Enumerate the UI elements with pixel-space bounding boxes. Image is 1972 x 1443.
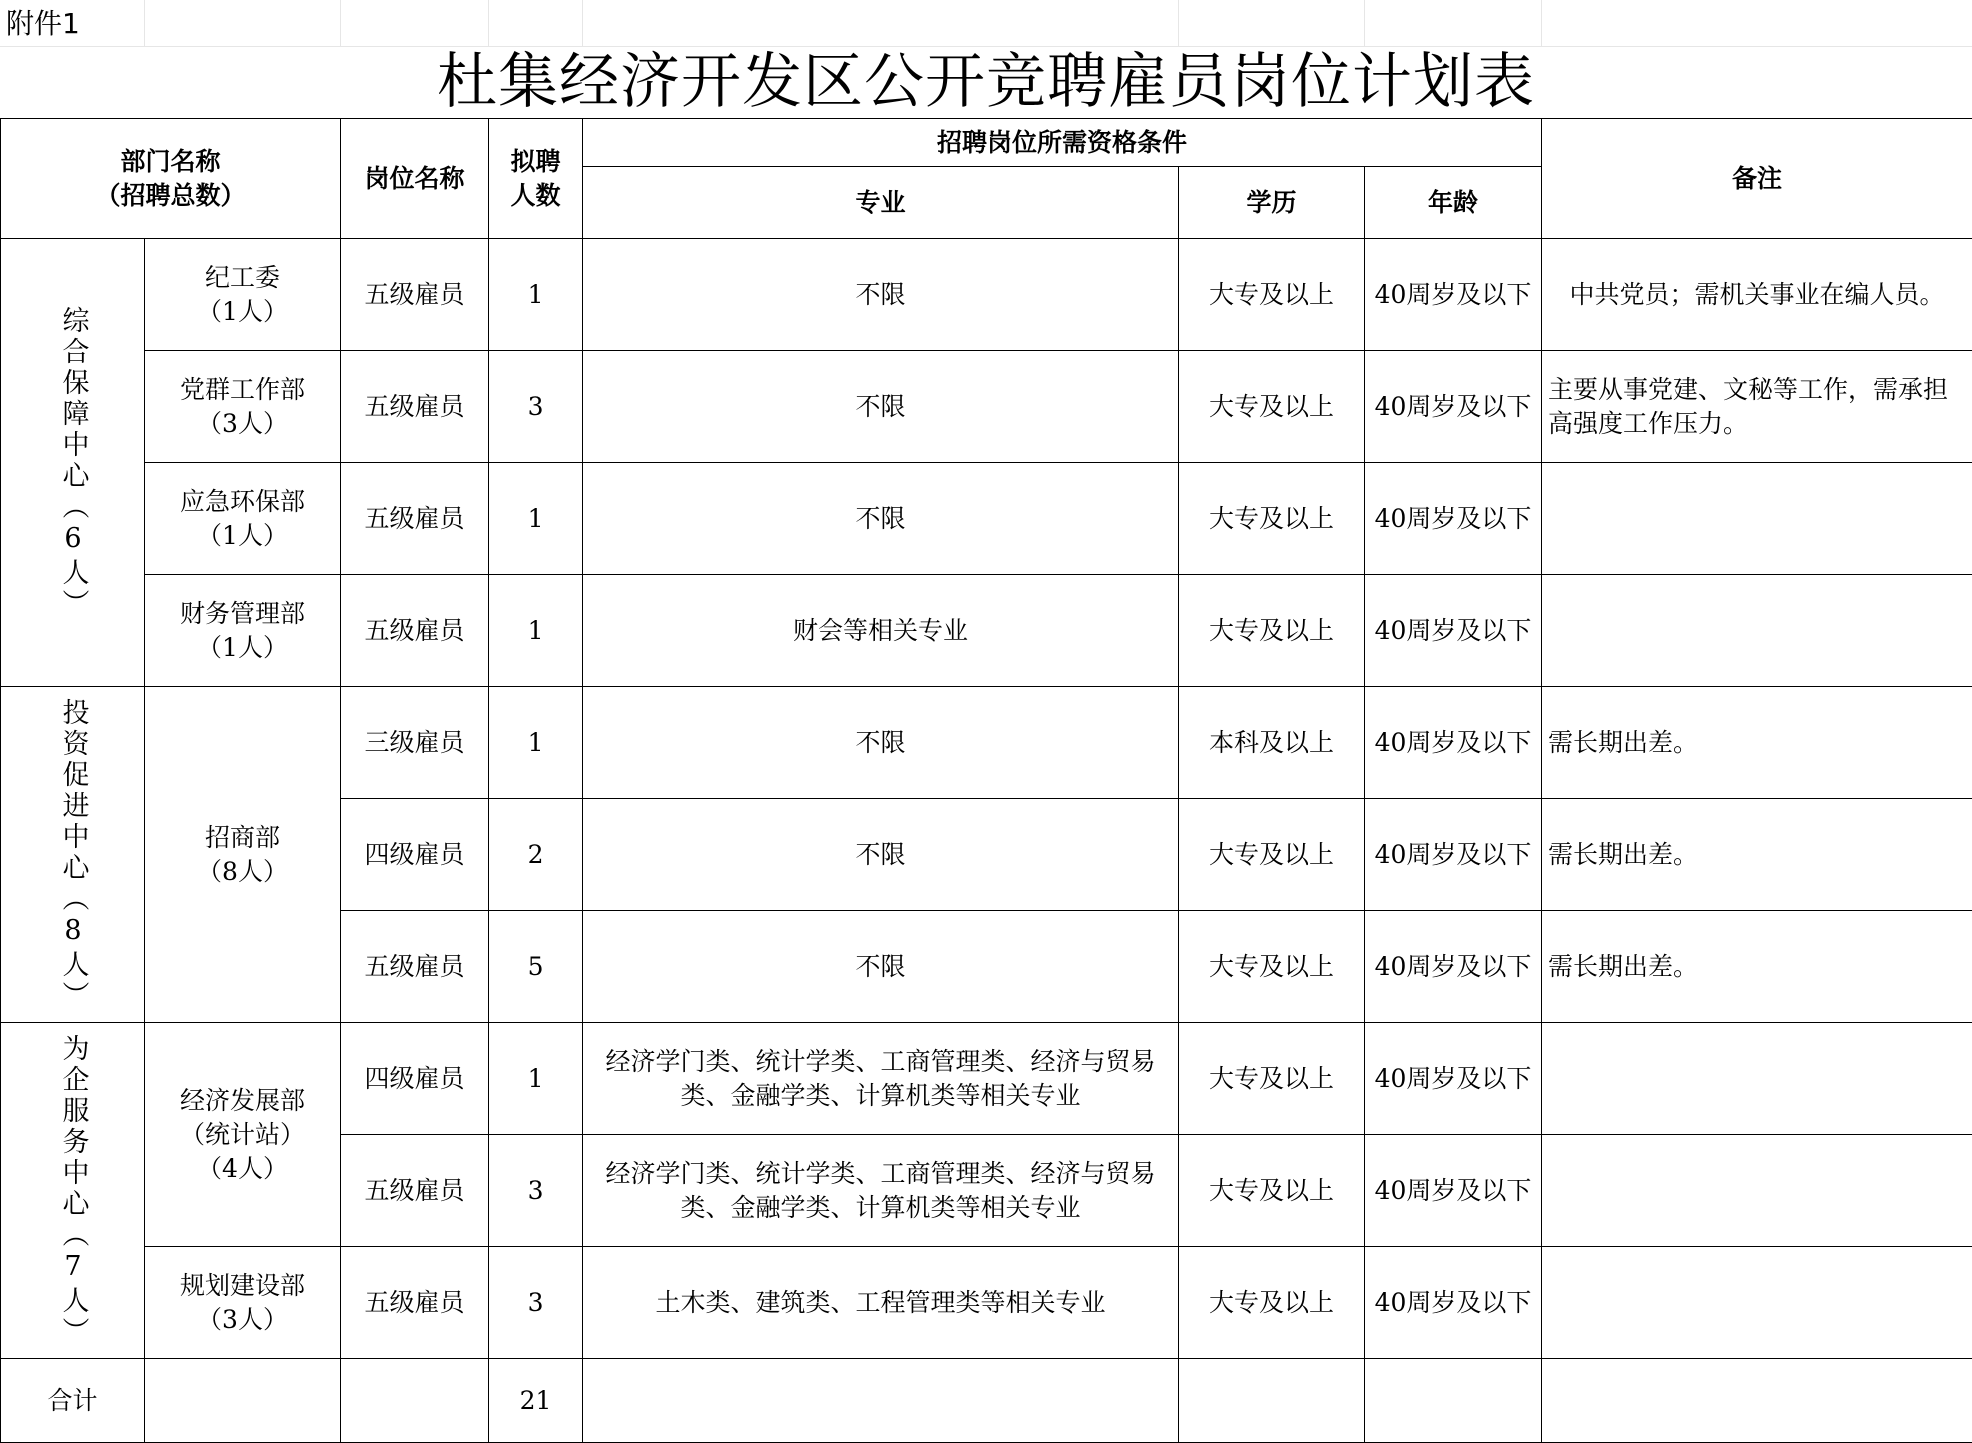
count-cell: 3 bbox=[489, 351, 583, 463]
center-name: 投资促进中心（8人） bbox=[56, 698, 90, 1012]
empty-cell bbox=[1365, 1359, 1542, 1443]
attachment-label: 附件1 bbox=[6, 4, 80, 44]
major-cell: 不限 bbox=[583, 239, 1179, 351]
remarks-cell: 需长期出差。 bbox=[1542, 799, 1972, 911]
table-row bbox=[1, 1247, 1972, 1359]
department-cell: 应急环保部 （1人） bbox=[145, 463, 341, 575]
empty-cell bbox=[1179, 1359, 1365, 1443]
major-cell: 不限 bbox=[583, 463, 1179, 575]
education-cell: 大专及以上 bbox=[1179, 463, 1365, 575]
center-name: 为企服务中心（7人） bbox=[56, 1034, 90, 1348]
total-count: 21 bbox=[489, 1359, 583, 1443]
department-cell: 纪工委 （1人） bbox=[145, 239, 341, 351]
position-cell: 五级雇员 bbox=[341, 1247, 489, 1359]
education-cell: 大专及以上 bbox=[1179, 575, 1365, 687]
remarks-cell: 需长期出差。 bbox=[1542, 911, 1972, 1023]
education-cell: 大专及以上 bbox=[1179, 1135, 1365, 1247]
age-cell: 40周岁及以下 bbox=[1365, 575, 1542, 687]
position-cell: 五级雇员 bbox=[341, 1135, 489, 1247]
empty-cell bbox=[583, 1359, 1179, 1443]
position-cell: 五级雇员 bbox=[341, 351, 489, 463]
remarks-cell bbox=[1542, 575, 1972, 687]
age-cell: 40周岁及以下 bbox=[1365, 1247, 1542, 1359]
page-title: 杜集经济开发区公开竞聘雇员岗位计划表 bbox=[0, 44, 1972, 120]
position-cell: 五级雇员 bbox=[341, 239, 489, 351]
age-cell: 40周岁及以下 bbox=[1365, 687, 1542, 799]
position-cell: 四级雇员 bbox=[341, 799, 489, 911]
position-cell: 五级雇员 bbox=[341, 575, 489, 687]
empty-cell bbox=[145, 1359, 341, 1443]
header-remarks: 备注 bbox=[1542, 119, 1972, 239]
major-cell: 不限 bbox=[583, 799, 1179, 911]
major-cell: 财会等相关专业 bbox=[583, 575, 1179, 687]
total-row bbox=[1, 1359, 1972, 1443]
remarks-cell bbox=[1542, 1135, 1972, 1247]
count-cell: 1 bbox=[489, 687, 583, 799]
count-cell: 3 bbox=[489, 1135, 583, 1247]
remarks-cell bbox=[1542, 1023, 1972, 1135]
department-cell: 经济发展部 （统计站） （4人） bbox=[145, 1023, 341, 1247]
education-cell: 大专及以上 bbox=[1179, 799, 1365, 911]
header-department: 部门名称 （招聘总数） bbox=[1, 119, 341, 239]
position-cell: 三级雇员 bbox=[341, 687, 489, 799]
total-label: 合计 bbox=[1, 1359, 145, 1443]
major-cell: 土木类、建筑类、工程管理类等相关专业 bbox=[583, 1247, 1179, 1359]
table-row bbox=[1, 575, 1972, 687]
remarks-cell: 需长期出差。 bbox=[1542, 687, 1972, 799]
education-cell: 大专及以上 bbox=[1179, 239, 1365, 351]
department-cell: 党群工作部 （3人） bbox=[145, 351, 341, 463]
age-cell: 40周岁及以下 bbox=[1365, 239, 1542, 351]
major-cell: 经济学门类、统计学类、工商管理类、经济与贸易类、金融学类、计算机类等相关专业 bbox=[583, 1023, 1179, 1135]
center-cell bbox=[1, 1023, 145, 1359]
count-cell: 1 bbox=[489, 239, 583, 351]
position-cell: 四级雇员 bbox=[341, 1023, 489, 1135]
age-cell: 40周岁及以下 bbox=[1365, 463, 1542, 575]
header-major: 专业 bbox=[583, 167, 1179, 239]
education-cell: 大专及以上 bbox=[1179, 1023, 1365, 1135]
age-cell: 40周岁及以下 bbox=[1365, 1023, 1542, 1135]
remarks-cell bbox=[1542, 1247, 1972, 1359]
table-row bbox=[1, 1023, 1972, 1135]
table-row bbox=[1, 687, 1972, 799]
age-cell: 40周岁及以下 bbox=[1365, 1135, 1542, 1247]
department-cell: 规划建设部 （3人） bbox=[145, 1247, 341, 1359]
age-cell: 40周岁及以下 bbox=[1365, 351, 1542, 463]
education-cell: 大专及以上 bbox=[1179, 1247, 1365, 1359]
header-row-1 bbox=[1, 119, 1972, 167]
empty-cell bbox=[1542, 1359, 1972, 1443]
recruitment-table bbox=[0, 118, 1972, 1443]
count-cell: 1 bbox=[489, 575, 583, 687]
count-cell: 2 bbox=[489, 799, 583, 911]
position-cell: 五级雇员 bbox=[341, 463, 489, 575]
center-cell bbox=[1, 239, 145, 687]
table-row bbox=[1, 351, 1972, 463]
major-cell: 不限 bbox=[583, 351, 1179, 463]
count-cell: 1 bbox=[489, 1023, 583, 1135]
education-cell: 本科及以上 bbox=[1179, 687, 1365, 799]
department-cell: 招商部 （8人） bbox=[145, 687, 341, 1023]
count-cell: 5 bbox=[489, 911, 583, 1023]
count-cell: 1 bbox=[489, 463, 583, 575]
major-cell: 经济学门类、统计学类、工商管理类、经济与贸易类、金融学类、计算机类等相关专业 bbox=[583, 1135, 1179, 1247]
education-cell: 大专及以上 bbox=[1179, 911, 1365, 1023]
age-cell: 40周岁及以下 bbox=[1365, 911, 1542, 1023]
header-qualifications: 招聘岗位所需资格条件 bbox=[583, 119, 1542, 167]
remarks-cell: 主要从事党建、文秘等工作，需承担高强度工作压力。 bbox=[1542, 351, 1972, 463]
header-count: 拟聘 人数 bbox=[489, 119, 583, 239]
header-age: 年龄 bbox=[1365, 167, 1542, 239]
center-cell bbox=[1, 687, 145, 1023]
remarks-cell: 中共党员；需机关事业在编人员。 bbox=[1542, 239, 1972, 351]
header-position: 岗位名称 bbox=[341, 119, 489, 239]
table-row bbox=[1, 463, 1972, 575]
major-cell: 不限 bbox=[583, 911, 1179, 1023]
count-cell: 3 bbox=[489, 1247, 583, 1359]
center-name: 综合保障中心（6人） bbox=[56, 306, 90, 620]
age-cell: 40周岁及以下 bbox=[1365, 799, 1542, 911]
position-cell: 五级雇员 bbox=[341, 911, 489, 1023]
remarks-cell bbox=[1542, 463, 1972, 575]
header-education: 学历 bbox=[1179, 167, 1365, 239]
table-row bbox=[1, 239, 1972, 351]
education-cell: 大专及以上 bbox=[1179, 351, 1365, 463]
major-cell: 不限 bbox=[583, 687, 1179, 799]
department-cell: 财务管理部 （1人） bbox=[145, 575, 341, 687]
empty-cell bbox=[341, 1359, 489, 1443]
